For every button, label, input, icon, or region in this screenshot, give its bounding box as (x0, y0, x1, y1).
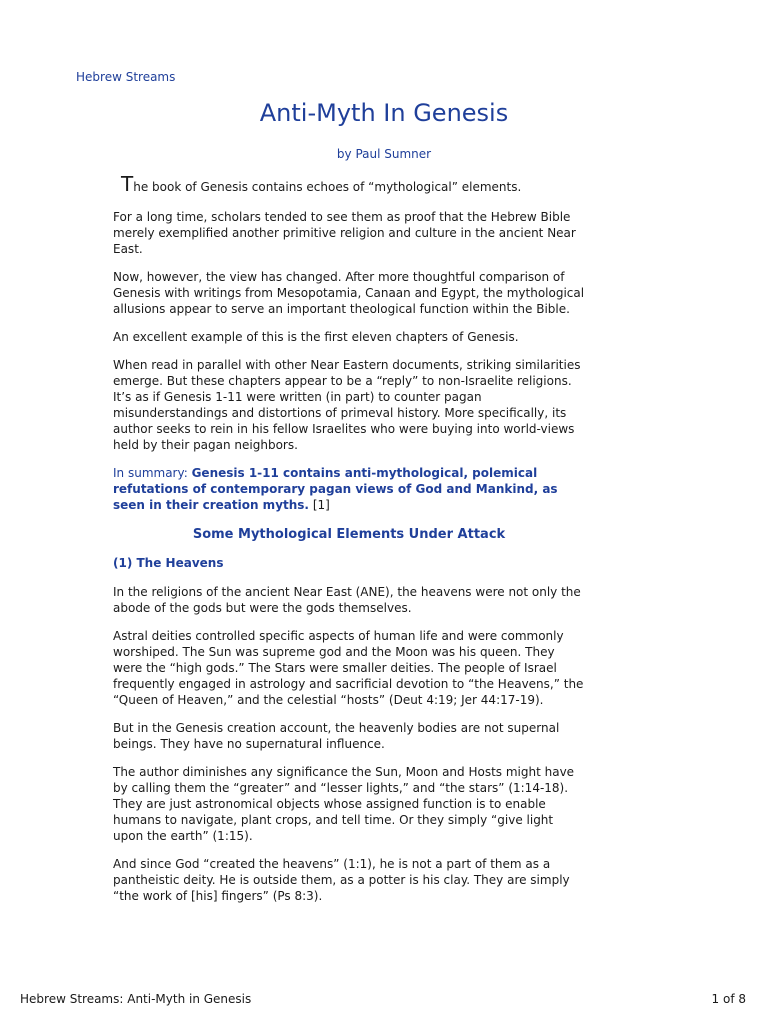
section-heading: Some Mythological Elements Under Attack (192, 527, 506, 542)
paragraph: And since God “created the heavens” (1:1), he is not a part of them as a pantheistic deity. He is outside them, as a potter is his clay. They are simply “the work of [his] fingers” (Ps 8:3). (113, 857, 570, 903)
summary-prefix: In summary: (113, 466, 192, 480)
article-body (113, 172, 585, 916)
paragraph: For a long time, scholars tended to see them as proof that the Hebrew Bible merely exemplified another primitive religion and culture in the ancient Near East. (113, 210, 576, 256)
site-link-hebrew-streams[interactable]: Hebrew Streams (76, 70, 176, 84)
paragraph: When read in parallel with other Near Eastern documents, striking similarities emerge. But these chapters appear to be a “reply” to non-Israelite religions. It’s as if Genesis 1-11 were written (in part) to counter pagan misunderstandings and distortions of primeval history. More specifically, its author seeks to rein in his fellow Israelites who were buying into world-views held by their pagan neighbors. (113, 358, 581, 452)
paragraph: Astral deities controlled specific aspects of human life and were commonly worshiped. The Sun was supreme god and the Moon was his queen. They were the “high gods.” The Stars were smaller deities. The people of Israel frequently engaged in astrology and sacrificial devotion to “the Heavens,” the “Queen of Heaven,” and the celestial “hosts” (Deut 4:19; Jer 44:17-19). (113, 629, 584, 707)
paragraph: The author diminishes any significance the Sun, Moon and Hosts might have by calling them the “greater” and “lesser lights,” and “the stars” (1:14-18). They are just astronomical objects whose assigned function is to enable humans to navigate, plant crops, and tell time. Or they simply “give light upon the earth” (1:15). (113, 765, 575, 843)
article-byline: by Paul Sumner (336, 147, 432, 161)
paragraph: But in the Genesis creation account, the heavenly bodies are not supernal beings. They have no supernatural influence. (113, 721, 560, 751)
drop-cap: T (121, 172, 134, 196)
summary-statement: Genesis 1-11 contains anti-mythological, polemical refutations of contemporary pagan views of God and Mankind, as seen in their creation myths. (113, 466, 558, 512)
lead-text: he book of Genesis contains echoes of “mythological” elements. (133, 180, 522, 194)
footnote-ref: [1] (309, 498, 330, 512)
paragraph: An excellent example of this is the first eleven chapters of Genesis. (113, 330, 519, 344)
article-title: Anti-Myth In Genesis (259, 99, 509, 127)
footer-page-indicator: 1 of 8 (711, 992, 746, 1006)
paragraph: In the religions of the ancient Near East (ANE), the heavens were not only the abode of the gods but were the gods themselves. (113, 585, 581, 615)
paragraph: Now, however, the view has changed. After more thoughtful comparison of Genesis with writings from Mesopotamia, Canaan and Egypt, the mythological allusions appear to serve an important theological function within the Bible. (113, 270, 585, 316)
footer-document-title: Hebrew Streams: Anti-Myth in Genesis (20, 992, 252, 1006)
summary-paragraph (113, 465, 585, 513)
subsection-heading-heavens: (1) The Heavens (113, 556, 224, 570)
lead-paragraph (113, 172, 585, 196)
